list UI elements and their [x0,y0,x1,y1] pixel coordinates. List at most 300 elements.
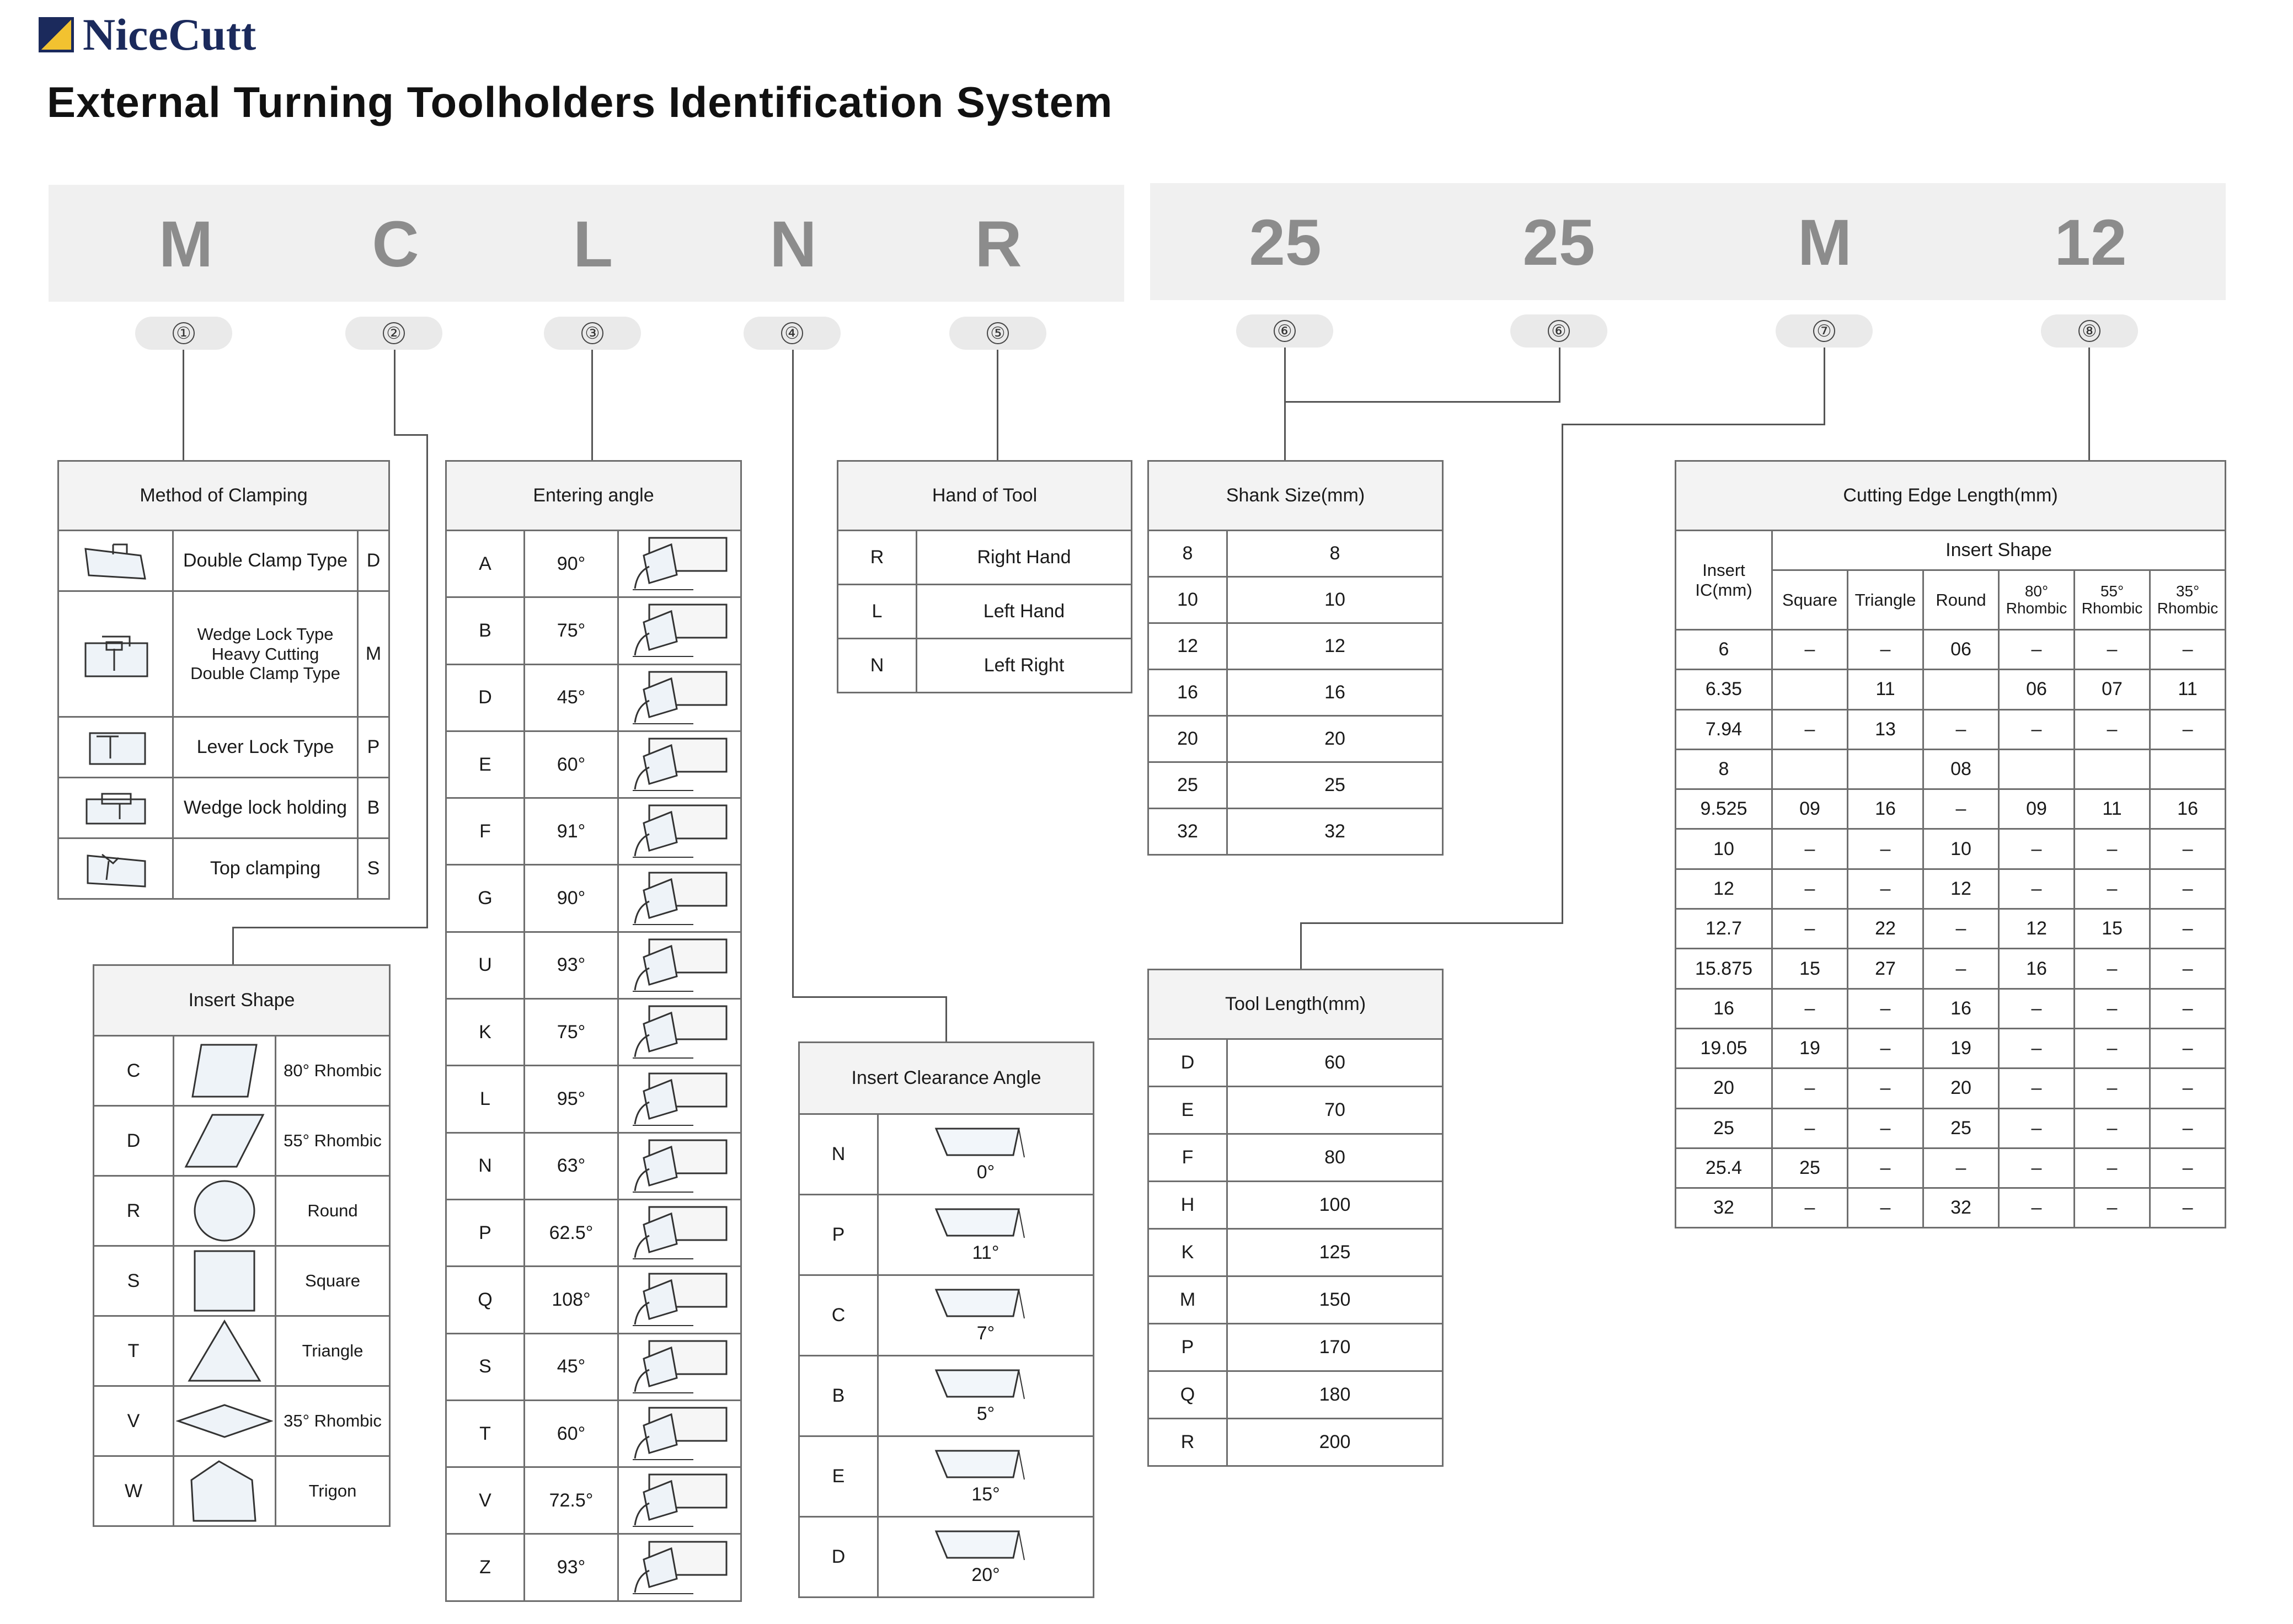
table-row [1148,623,1443,670]
clearance-cell [878,1114,1094,1195]
entering-angle-diagram-icon [618,798,741,865]
entering-angle-code: F [446,798,525,865]
entering-angle-value: 90° [525,865,618,932]
cutting-edge-value: 06 [1999,670,2075,709]
clearance-angle-value: 20° [971,1564,1000,1585]
clamping-label: Lever Lock Type [173,717,358,778]
tool-length-value: 170 [1227,1324,1443,1371]
table-row [1148,670,1443,716]
cutting-edge-value [2150,749,2226,789]
cutting-edge-value: – [2150,709,2226,749]
entering-angle-code: D [446,664,525,731]
clearance-cell [878,1517,1094,1598]
tool-length-value: 60 [1227,1039,1443,1087]
table-row [1676,749,2226,789]
cutting-edge-value: 07 [2075,670,2150,709]
cutting-edge-value: – [1999,709,2075,749]
cutting-edge-value: 09 [1999,789,2075,829]
cutting-edge-value: – [1999,829,2075,869]
cutting-edge-value: – [2075,1028,2150,1068]
shank-value: 32 [1227,809,1443,855]
clearance-angle-value: 15° [971,1484,1000,1505]
cutting-edge-value: – [1923,1148,1999,1188]
tool-length-code: E [1148,1087,1227,1134]
marker-2: ② [345,317,442,350]
insert-shape-title: Insert Shape [94,965,390,1036]
table-row [1676,1069,2226,1108]
entering-angle-diagram-icon [618,999,741,1066]
entering-angle-code: E [446,731,525,798]
cutting-edge-value: 19 [1772,1028,1848,1068]
square-icon [174,1246,276,1316]
cutting-edge-value [1848,749,1923,789]
cutting-edge-value: – [1772,829,1848,869]
cutting-edge-value: 25 [1923,1108,1999,1148]
clearance-diagram-icon [931,1286,1041,1319]
insert-ic-value: 12 [1676,869,1772,909]
table-row [1676,670,2226,709]
table-row [446,1534,741,1601]
clearance-cell [878,1436,1094,1517]
cutting-edge-value: – [1848,1069,1923,1108]
cutting-edge-value: – [2075,1108,2150,1148]
cutting-edge-value: – [1848,630,1923,670]
code-letter-entering-angle: L [573,208,613,281]
cutting-edge-value: 16 [1848,789,1923,829]
cutting-edge-column-header: 35° Rhombic [2150,570,2226,630]
clearance-angle-value: 0° [976,1162,995,1183]
brand-mark-icon [39,17,74,52]
clearance-angle-value: 7° [976,1323,995,1344]
table-row [1676,1148,2226,1188]
table-row [58,717,389,778]
clamping-label: Top clamping [173,838,358,899]
insert-ic-value: 12.7 [1676,909,1772,949]
shank-code: 32 [1148,809,1227,855]
insert-shape-code: C [94,1036,174,1106]
entering-angle-value: 108° [525,1267,618,1333]
marker-6a: ⑥ [1236,314,1333,348]
cutting-edge-value: – [2075,989,2150,1028]
insert-ic-value: 8 [1676,749,1772,789]
marker-6b: ⑥ [1510,314,1607,348]
tool-length-value: 200 [1227,1419,1443,1466]
cutting-edge-value: – [1848,1028,1923,1068]
shank-code: 8 [1148,531,1227,577]
tool-length-value: 80 [1227,1134,1443,1182]
wedge-lock-heavy-icon [58,591,173,717]
entering-angle-code: K [446,999,525,1066]
cutting-edge-value: – [2075,1069,2150,1108]
table-row [1148,762,1443,809]
table-row [1148,1419,1443,1466]
clamping-title: Method of Clamping [58,461,389,531]
table-row [1148,716,1443,762]
table-row [838,585,1132,639]
cutting-edge-value: – [1772,1188,1848,1228]
shank-code: 12 [1148,623,1227,670]
rhombic-55-icon [174,1106,276,1176]
clearance-diagram-icon [931,1528,1041,1561]
cutting-edge-value: 20 [1923,1069,1999,1108]
code-letter-cutting-edge: 12 [2054,206,2127,279]
cutting-edge-column-header: Round [1923,570,1999,630]
insert-shape-label: Triangle [276,1316,390,1386]
cutting-edge-title: Cutting Edge Length(mm) [1676,461,2226,531]
cutting-edge-column-header: 80° Rhombic [1999,570,2075,630]
table-row [446,1199,741,1266]
entering-angle-code: P [446,1199,525,1266]
insert-shape-code: W [94,1456,174,1526]
entering-angle-code: S [446,1333,525,1400]
cutting-edge-value: – [1923,789,1999,829]
entering-angle-value: 75° [525,597,618,664]
cutting-edge-value: 16 [2150,789,2226,829]
clamping-label: Wedge lock holding [173,778,358,838]
table-row [94,1246,390,1316]
table-row [58,591,389,717]
cutting-edge-value: – [2075,949,2150,989]
tool-length-value: 70 [1227,1087,1443,1134]
entering-angle-value: 62.5° [525,1199,618,1266]
insert-shape-header: Insert Shape [1772,531,2226,570]
trigon-icon [174,1456,276,1526]
cutting-edge-value: – [1923,909,1999,949]
marker-3: ③ [544,317,641,350]
entering-angle-code: V [446,1467,525,1534]
entering-angle-value: 91° [525,798,618,865]
shank-table [1147,460,1444,856]
brand-logo [39,10,256,60]
table-row [446,1066,741,1132]
table-row [799,1114,1094,1195]
insert-ic-value: 20 [1676,1069,1772,1108]
table-row [1148,577,1443,623]
tool-length-code: M [1148,1276,1227,1324]
cutting-edge-value: 06 [1923,630,1999,670]
table-row [799,1275,1094,1356]
entering-angle-diagram-icon [618,1467,741,1534]
insert-shape-table [93,964,391,1527]
table-row [1676,949,2226,989]
shank-value: 25 [1227,762,1443,809]
entering-angle-diagram-icon [618,1333,741,1400]
cutting-edge-value: – [2075,829,2150,869]
entering-angle-diagram-icon [618,1132,741,1199]
table-row [446,865,741,932]
entering-angle-diagram-icon [618,731,741,798]
cutting-edge-value: 12 [1923,869,1999,909]
double-clamp-icon [58,531,173,591]
rhombic-35-icon [174,1386,276,1456]
insert-ic-value: 32 [1676,1188,1772,1228]
insert-ic-header: Insert IC(mm) [1676,531,1772,630]
table-row [1676,1108,2226,1148]
table-row [446,999,741,1066]
entering-angle-value: 90° [525,531,618,597]
cutting-edge-value: – [1848,829,1923,869]
cutting-edge-value [1923,670,1999,709]
hand-title: Hand of Tool [838,461,1132,531]
clamping-table [57,460,390,900]
clearance-title: Insert Clearance Angle [799,1043,1094,1114]
cutting-edge-value: 11 [2150,670,2226,709]
shank-value: 12 [1227,623,1443,670]
clearance-cell [878,1195,1094,1275]
hand-table [837,460,1132,693]
code-letter-hand: R [975,208,1022,281]
clamping-code: D [358,531,389,591]
code-letter-shank-height: 25 [1249,206,1322,279]
cutting-edge-value: – [1999,1148,2075,1188]
entering-angle-diagram-icon [618,531,741,597]
insert-shape-code: S [94,1246,174,1316]
clearance-code: D [799,1517,878,1598]
entering-angle-diagram-icon [618,664,741,731]
marker-4: ④ [744,317,841,350]
hand-code: L [838,585,917,639]
clamping-label: Wedge Lock Type Heavy Cutting Double Clamp Type [173,591,358,717]
clearance-code: E [799,1436,878,1517]
cutting-edge-value: – [1772,989,1848,1028]
insert-ic-value: 6.35 [1676,670,1772,709]
hand-code: R [838,531,917,585]
insert-ic-value: 6 [1676,630,1772,670]
tool-length-title: Tool Length(mm) [1148,970,1443,1039]
cutting-edge-value: 15 [1772,949,1848,989]
shank-code: 25 [1148,762,1227,809]
insert-ic-value: 25 [1676,1108,1772,1148]
entering-angle-diagram-icon [618,1199,741,1266]
insert-shape-code: D [94,1106,174,1176]
cutting-edge-value: – [2150,829,2226,869]
entering-angle-code: Q [446,1267,525,1333]
entering-angle-value: 75° [525,999,618,1066]
table-row [94,1386,390,1456]
cutting-edge-value: – [1772,630,1848,670]
clamping-code: B [358,778,389,838]
insert-shape-code: V [94,1386,174,1456]
brand-name: NiceCutt [83,9,256,60]
cutting-edge-value: – [2075,630,2150,670]
top-clamping-icon [58,838,173,899]
tool-length-code: H [1148,1182,1227,1229]
table-row [1676,1188,2226,1228]
clearance-diagram-icon [931,1125,1041,1158]
cutting-edge-value: – [2150,949,2226,989]
clearance-cell [878,1356,1094,1436]
shank-code: 20 [1148,716,1227,762]
entering-angle-value: 60° [525,731,618,798]
triangle-icon [174,1316,276,1386]
cutting-edge-value: – [1848,1108,1923,1148]
cutting-edge-value [2075,749,2150,789]
shank-value: 20 [1227,716,1443,762]
clamping-code: M [358,591,389,717]
entering-angle-value: 45° [525,1333,618,1400]
tool-length-code: R [1148,1419,1227,1466]
entering-angle-diagram-icon [618,1534,741,1601]
code-letter-tool-length: M [1797,206,1852,279]
clearance-table [798,1041,1094,1598]
table-row [446,1467,741,1534]
entering-angle-code: T [446,1400,525,1467]
cutting-edge-value: – [1999,869,2075,909]
entering-angle-code: U [446,932,525,998]
table-row [838,531,1132,585]
insert-shape-label: 55° Rhombic [276,1106,390,1176]
insert-ic-value: 19.05 [1676,1028,1772,1068]
cutting-edge-value: – [1999,1188,2075,1228]
cutting-edge-value: – [2150,1188,2226,1228]
cutting-edge-value: – [1848,1148,1923,1188]
entering-angle-diagram-icon [618,1066,741,1132]
clamping-label: Double Clamp Type [173,531,358,591]
tool-length-code: F [1148,1134,1227,1182]
table-row [1676,829,2226,869]
table-row [58,531,389,591]
marker-5: ⑤ [949,317,1046,350]
cutting-edge-column-header: Square [1772,570,1848,630]
tool-length-table [1147,969,1444,1467]
clearance-code: B [799,1356,878,1436]
insert-shape-label: Trigon [276,1456,390,1526]
entering-angle-value: 45° [525,664,618,731]
cutting-edge-value: – [1999,1108,2075,1148]
page-title: External Turning Toolholders Identification System [47,78,1113,126]
clearance-code: N [799,1114,878,1195]
cutting-edge-value: 15 [2075,909,2150,949]
clearance-diagram-icon [931,1206,1041,1239]
insert-shape-label: 80° Rhombic [276,1036,390,1106]
cutting-edge-value: – [2150,630,2226,670]
insert-ic-value: 9.525 [1676,789,1772,829]
hand-label: Left Right [917,639,1132,693]
table-row [94,1316,390,1386]
cutting-edge-value [1999,749,2075,789]
table-row [94,1106,390,1176]
entering-angle-code: B [446,597,525,664]
marker-8: ⑧ [2041,314,2138,348]
entering-angle-value: 93° [525,932,618,998]
cutting-edge-value: – [2150,909,2226,949]
clearance-diagram-icon [931,1367,1041,1400]
table-row [446,531,741,597]
insert-ic-value: 16 [1676,989,1772,1028]
cutting-edge-value: – [1772,1069,1848,1108]
cutting-edge-value: – [1772,1108,1848,1148]
entering-angle-diagram-icon [618,1267,741,1333]
table-row [799,1356,1094,1436]
table-row [1148,1087,1443,1134]
cutting-edge-value: – [2075,709,2150,749]
cutting-edge-value: 22 [1848,909,1923,949]
table-row [1148,1039,1443,1087]
table-row [446,932,741,998]
tool-length-value: 100 [1227,1182,1443,1229]
entering-angle-value: 72.5° [525,1467,618,1534]
cutting-edge-value: – [1999,1069,2075,1108]
cutting-edge-value [1772,670,1848,709]
table-row [446,1132,741,1199]
cutting-edge-value: – [1923,709,1999,749]
cutting-edge-value: – [2075,1148,2150,1188]
cutting-edge-value: 11 [1848,670,1923,709]
table-row [58,778,389,838]
table-row [1148,531,1443,577]
table-row [1148,1134,1443,1182]
insert-ic-value: 10 [1676,829,1772,869]
insert-shape-label: 35° Rhombic [276,1386,390,1456]
entering-angle-value: 63° [525,1132,618,1199]
table-row [58,838,389,899]
clearance-angle-value: 11° [972,1242,999,1263]
table-row [446,798,741,865]
cutting-edge-value: – [1772,869,1848,909]
insert-ic-value: 15.875 [1676,949,1772,989]
cutting-edge-value: 16 [1923,989,1999,1028]
insert-shape-label: Square [276,1246,390,1316]
cutting-edge-table [1675,460,2226,1228]
entering-angle-value: 95° [525,1066,618,1132]
cutting-edge-value: 11 [2075,789,2150,829]
table-row [446,664,741,731]
table-row [446,1333,741,1400]
insert-shape-code: T [94,1316,174,1386]
shank-value: 8 [1227,531,1443,577]
entering-angle-code: G [446,865,525,932]
cutting-edge-value: – [2150,1148,2226,1188]
marker-7: ⑦ [1776,314,1873,348]
entering-angle-code: L [446,1066,525,1132]
table-row [1148,1324,1443,1371]
cutting-edge-value: 25 [1772,1148,1848,1188]
clamping-code: S [358,838,389,899]
table-row [1148,1229,1443,1276]
tool-length-code: Q [1148,1371,1227,1419]
cutting-edge-value: – [2075,1188,2150,1228]
table-row [1676,630,2226,670]
cutting-edge-value: – [1772,709,1848,749]
cutting-edge-value: 10 [1923,829,1999,869]
cutting-edge-value: – [1999,989,2075,1028]
table-row [94,1036,390,1106]
clearance-code: C [799,1275,878,1356]
cutting-edge-value: 08 [1923,749,1999,789]
insert-shape-label: Round [276,1176,390,1246]
table-row [446,1267,741,1333]
table-row [1676,789,2226,829]
clearance-code: P [799,1195,878,1275]
shank-value: 10 [1227,577,1443,623]
table-row [1148,809,1443,855]
entering-angle-code: Z [446,1534,525,1601]
cutting-edge-value: – [1772,909,1848,949]
table-row [799,1436,1094,1517]
cutting-edge-value: – [1999,1028,2075,1068]
tool-length-code: P [1148,1324,1227,1371]
insert-shape-code: R [94,1176,174,1246]
entering-angle-diagram-icon [618,597,741,664]
cutting-edge-value: 13 [1848,709,1923,749]
table-row [94,1176,390,1246]
cutting-edge-value: – [1848,989,1923,1028]
clearance-diagram-icon [931,1447,1041,1481]
code-letter-shank-width: 25 [1522,206,1595,279]
entering-angle-value: 60° [525,1400,618,1467]
table-row [1148,1276,1443,1324]
code-letter-clearance: N [769,208,817,281]
